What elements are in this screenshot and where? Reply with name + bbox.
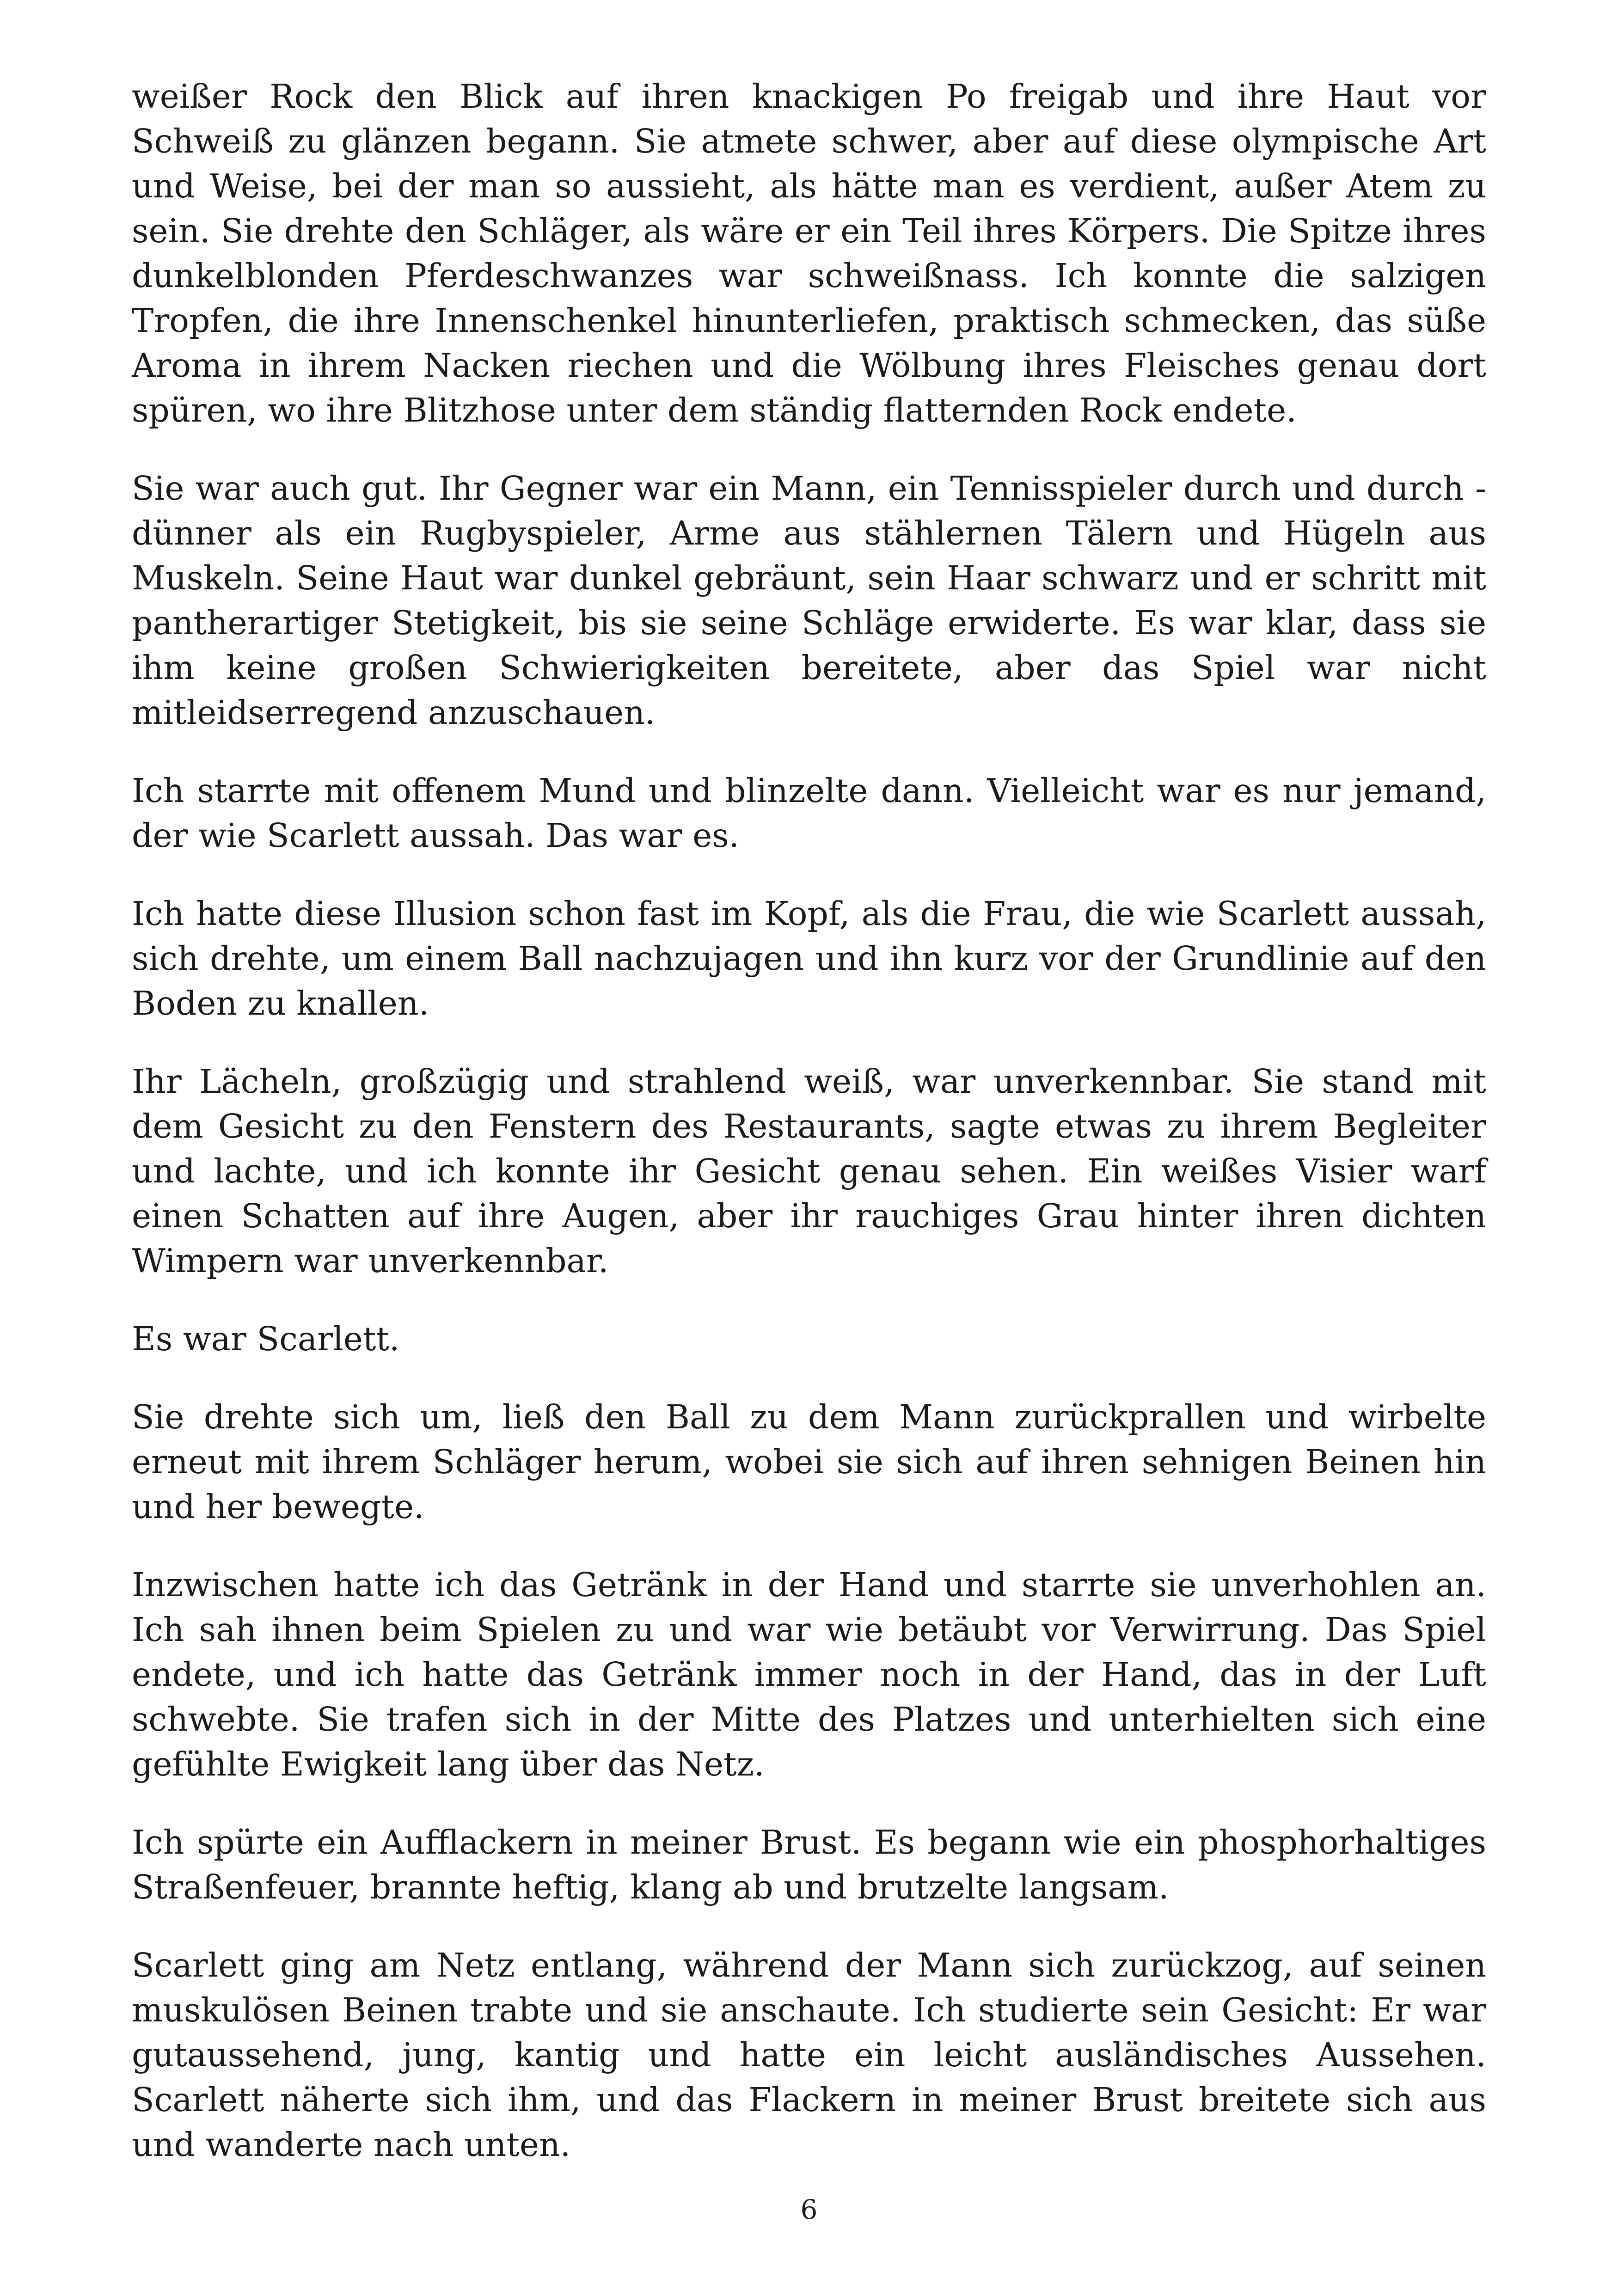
paragraph-5: Ihr Lächeln, großzügig und strahlend weiß, war unverkennbar. Sie stand mit dem Gesicht zu den Fenstern des Restaurants, sagte etwas zu ihrem Begleiter und lachte, und ich konnte ihr Gesicht genau sehen. Ein weißes Visier warf einen Schatten auf ihre Augen, aber ihr rauchiges Grau hinter ihren dichten Wimpern war unverkennbar. [132,1062,1486,1280]
paragraph-3: Ich starrte mit offenem Mund und blinzelte dann. Vielleicht war es nur jemand, der wie Scarlett aussah. Das war es. [132,771,1486,855]
paragraph-10: Scarlett ging am Netz entlang, während der Mann sich zurückzog, auf seinen muskulösen Beinen trabte und sie anschaute. Ich studierte sein Gesicht: Er war gutaussehend, jung, kantig und hatte ein leicht ausländisches Aussehen. Scarlett näherte sich ihm, und das Flackern in meiner Brust breitete sich aus und wanderte nach unten. [132,1946,1486,2164]
paragraph-6: Es war Scarlett. [132,1320,400,1358]
paragraph-1: weißer Rock den Blick auf ihren knackigen Po freigab und ihre Haut vor Schweiß zu glänzen begann. Sie atmete schwer, aber auf diese olympische Art und Weise, bei der man so aussieht, als hätte man es verdient, außer Atem zu sein. Sie drehte den Schläger, als wäre er ein Teil ihres Körpers. Die Spitze ihres dunkelblonden Pferdeschwanzes war schweißnass. Ich konnte die salzigen Tropfen, die ihre Innenschenkel hinunterliefen, praktisch schmecken, das süße Aroma in ihrem Nacken riechen und die Wölbung ihres Fleisches genau dort spüren, wo ihre Blitzhose unter dem ständig flatternden Rock endete. [132,77,1486,429]
paragraph-7: Sie drehte sich um, ließ den Ball zu dem Mann zurückprallen und wirbelte erneut mit ihrem Schläger herum, wobei sie sich auf ihren sehnigen Beinen hin und her bewegte. [132,1398,1486,1526]
paragraph-4: Ich hatte diese Illusion schon fast im Kopf, als die Frau, die wie Scarlett aussah, sich drehte, um einem Ball nachzujagen und ihn kurz vor der Grundlinie auf den Boden zu knallen. [132,894,1486,1022]
paragraph-9: Ich spürte ein Aufflackern in meiner Brust. Es begann wie ein phosphorhaltiges Straßenfeuer, brannte heftig, klang ab und brutzelte langsam. [132,1823,1486,1906]
paragraph-8: Inzwischen hatte ich das Getränk in der Hand und starrte sie unverhohlen an. Ich sah ihnen beim Spielen zu und war wie betäubt vor Verwirrung. Das Spiel endete, und ich hatte das Getränk immer noch in der Hand, das in der Luft schwebte. Sie trafen sich in der Mitte des Platzes und unterhielten sich eine gefühlte Ewigkeit lang über das Netz. [132,1566,1486,1783]
paragraph-2: Sie war auch gut. Ihr Gegner war ein Mann, ein Tennisspieler durch und durch - dünner als ein Rugbyspieler, Arme aus stählernen Tälern und Hügeln aus Muskeln. Seine Haut war dunkel gebräunt, sein Haar schwarz und er schritt mit pantherartiger Stetigkeit, bis sie seine Schläge erwiderte. Es war klar, dass sie ihm keine großen Schwierigkeiten bereitete, aber das Spiel war nicht mitleidserregend anzuschauen. [132,469,1486,732]
page-number: 6 [800,2194,818,2225]
body-text [132,74,1486,2167]
